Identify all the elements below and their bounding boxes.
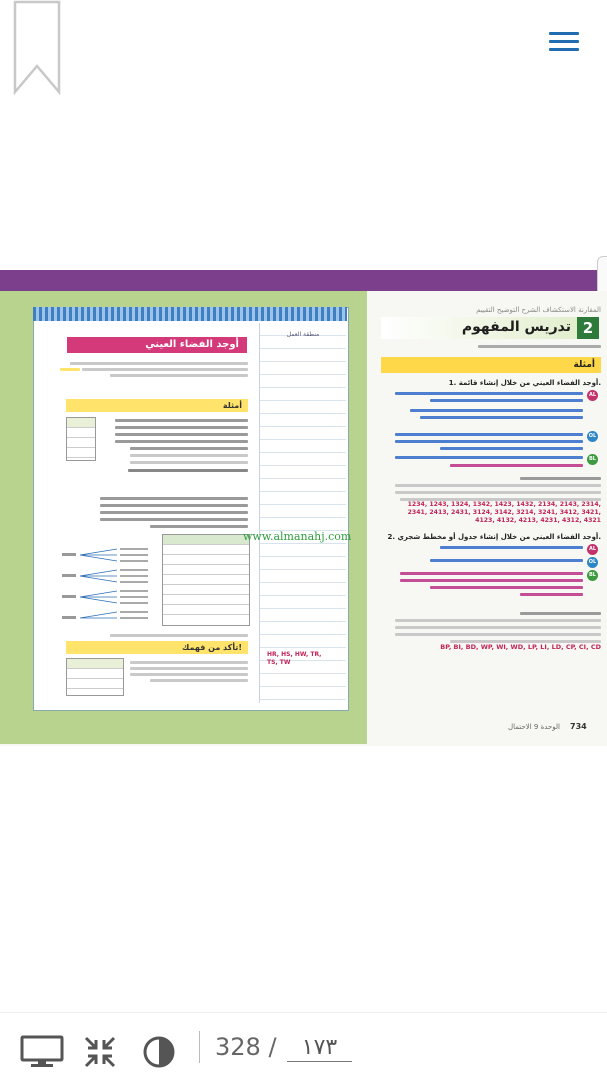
al-badge-2: AL [587, 544, 598, 555]
example-1-title: 1. أوجد الفضاء العيني من خلال إنشاء قائمة. [448, 379, 601, 387]
concept-number: 2 [577, 317, 599, 339]
notebook-spiral [33, 307, 347, 321]
check-table [66, 658, 124, 696]
answer-line-1: HR, HS, HW, TR, [267, 651, 322, 658]
page-header-band [0, 270, 607, 291]
concept-title: تدريس المفهوم [461, 319, 571, 335]
outcome-table [162, 534, 250, 626]
contrast-icon[interactable] [142, 1035, 176, 1069]
ol-badge: OL [587, 431, 598, 442]
page-total: 328 / [215, 1033, 277, 1061]
book-page [0, 291, 607, 746]
bl-badge-2: BL [587, 570, 598, 581]
concept-header [381, 317, 599, 339]
collapse-icon[interactable] [84, 1035, 116, 1069]
work-zone-column [259, 323, 346, 703]
watermark: www.almanahj.com [243, 530, 352, 543]
lesson-title: أوجد الفضاء العيني [67, 337, 247, 353]
examples-header: أمثلة [381, 357, 601, 373]
ol-badge-2: OL [587, 557, 598, 568]
page-unit: الوحدة 9 الاحتمال [508, 723, 560, 731]
tree-diagram [62, 534, 156, 624]
check-label: تأكد من فهمك! [66, 641, 248, 654]
bottom-toolbar [0, 1012, 607, 1081]
example-2-title: 2. أوجد الفضاء العيني من خلال إنشاء جدول أو مخطط شجري. [387, 533, 601, 541]
menu-icon[interactable] [549, 32, 579, 52]
al-badge: AL [587, 390, 598, 401]
page-number-input[interactable] [287, 1033, 352, 1062]
page-number: 734 [570, 722, 587, 731]
lesson-nav: المقارنة الاستكشاف الشرح التوضيح التقييم [476, 306, 601, 314]
bookmark-icon[interactable] [12, 0, 62, 96]
students-table [66, 417, 96, 461]
left-page [0, 291, 367, 744]
examples-label: أمثلة [66, 399, 248, 412]
permutations-list: 1234, 1243, 1324, 1342, 1423, 1432, 2134, 2143, 2314, 2341, 2413, 2431, 3124, 3142, 3214, 3241, 3412, 3421, 4123, 4132, 4213, 4231, 4312, 4321 [407, 501, 601, 524]
desktop-icon[interactable] [20, 1035, 64, 1069]
bl-badge: BL [587, 454, 598, 465]
work-zone-title: منطقة العمل [286, 331, 320, 338]
answer-line-2: TS, TW [267, 659, 291, 666]
toolbar-divider [199, 1031, 200, 1063]
pairs-list: BP, BI, BD, WP, WI, WD, LP, LI, LD, CP, CI, CD [440, 643, 601, 651]
top-bar [0, 0, 607, 100]
